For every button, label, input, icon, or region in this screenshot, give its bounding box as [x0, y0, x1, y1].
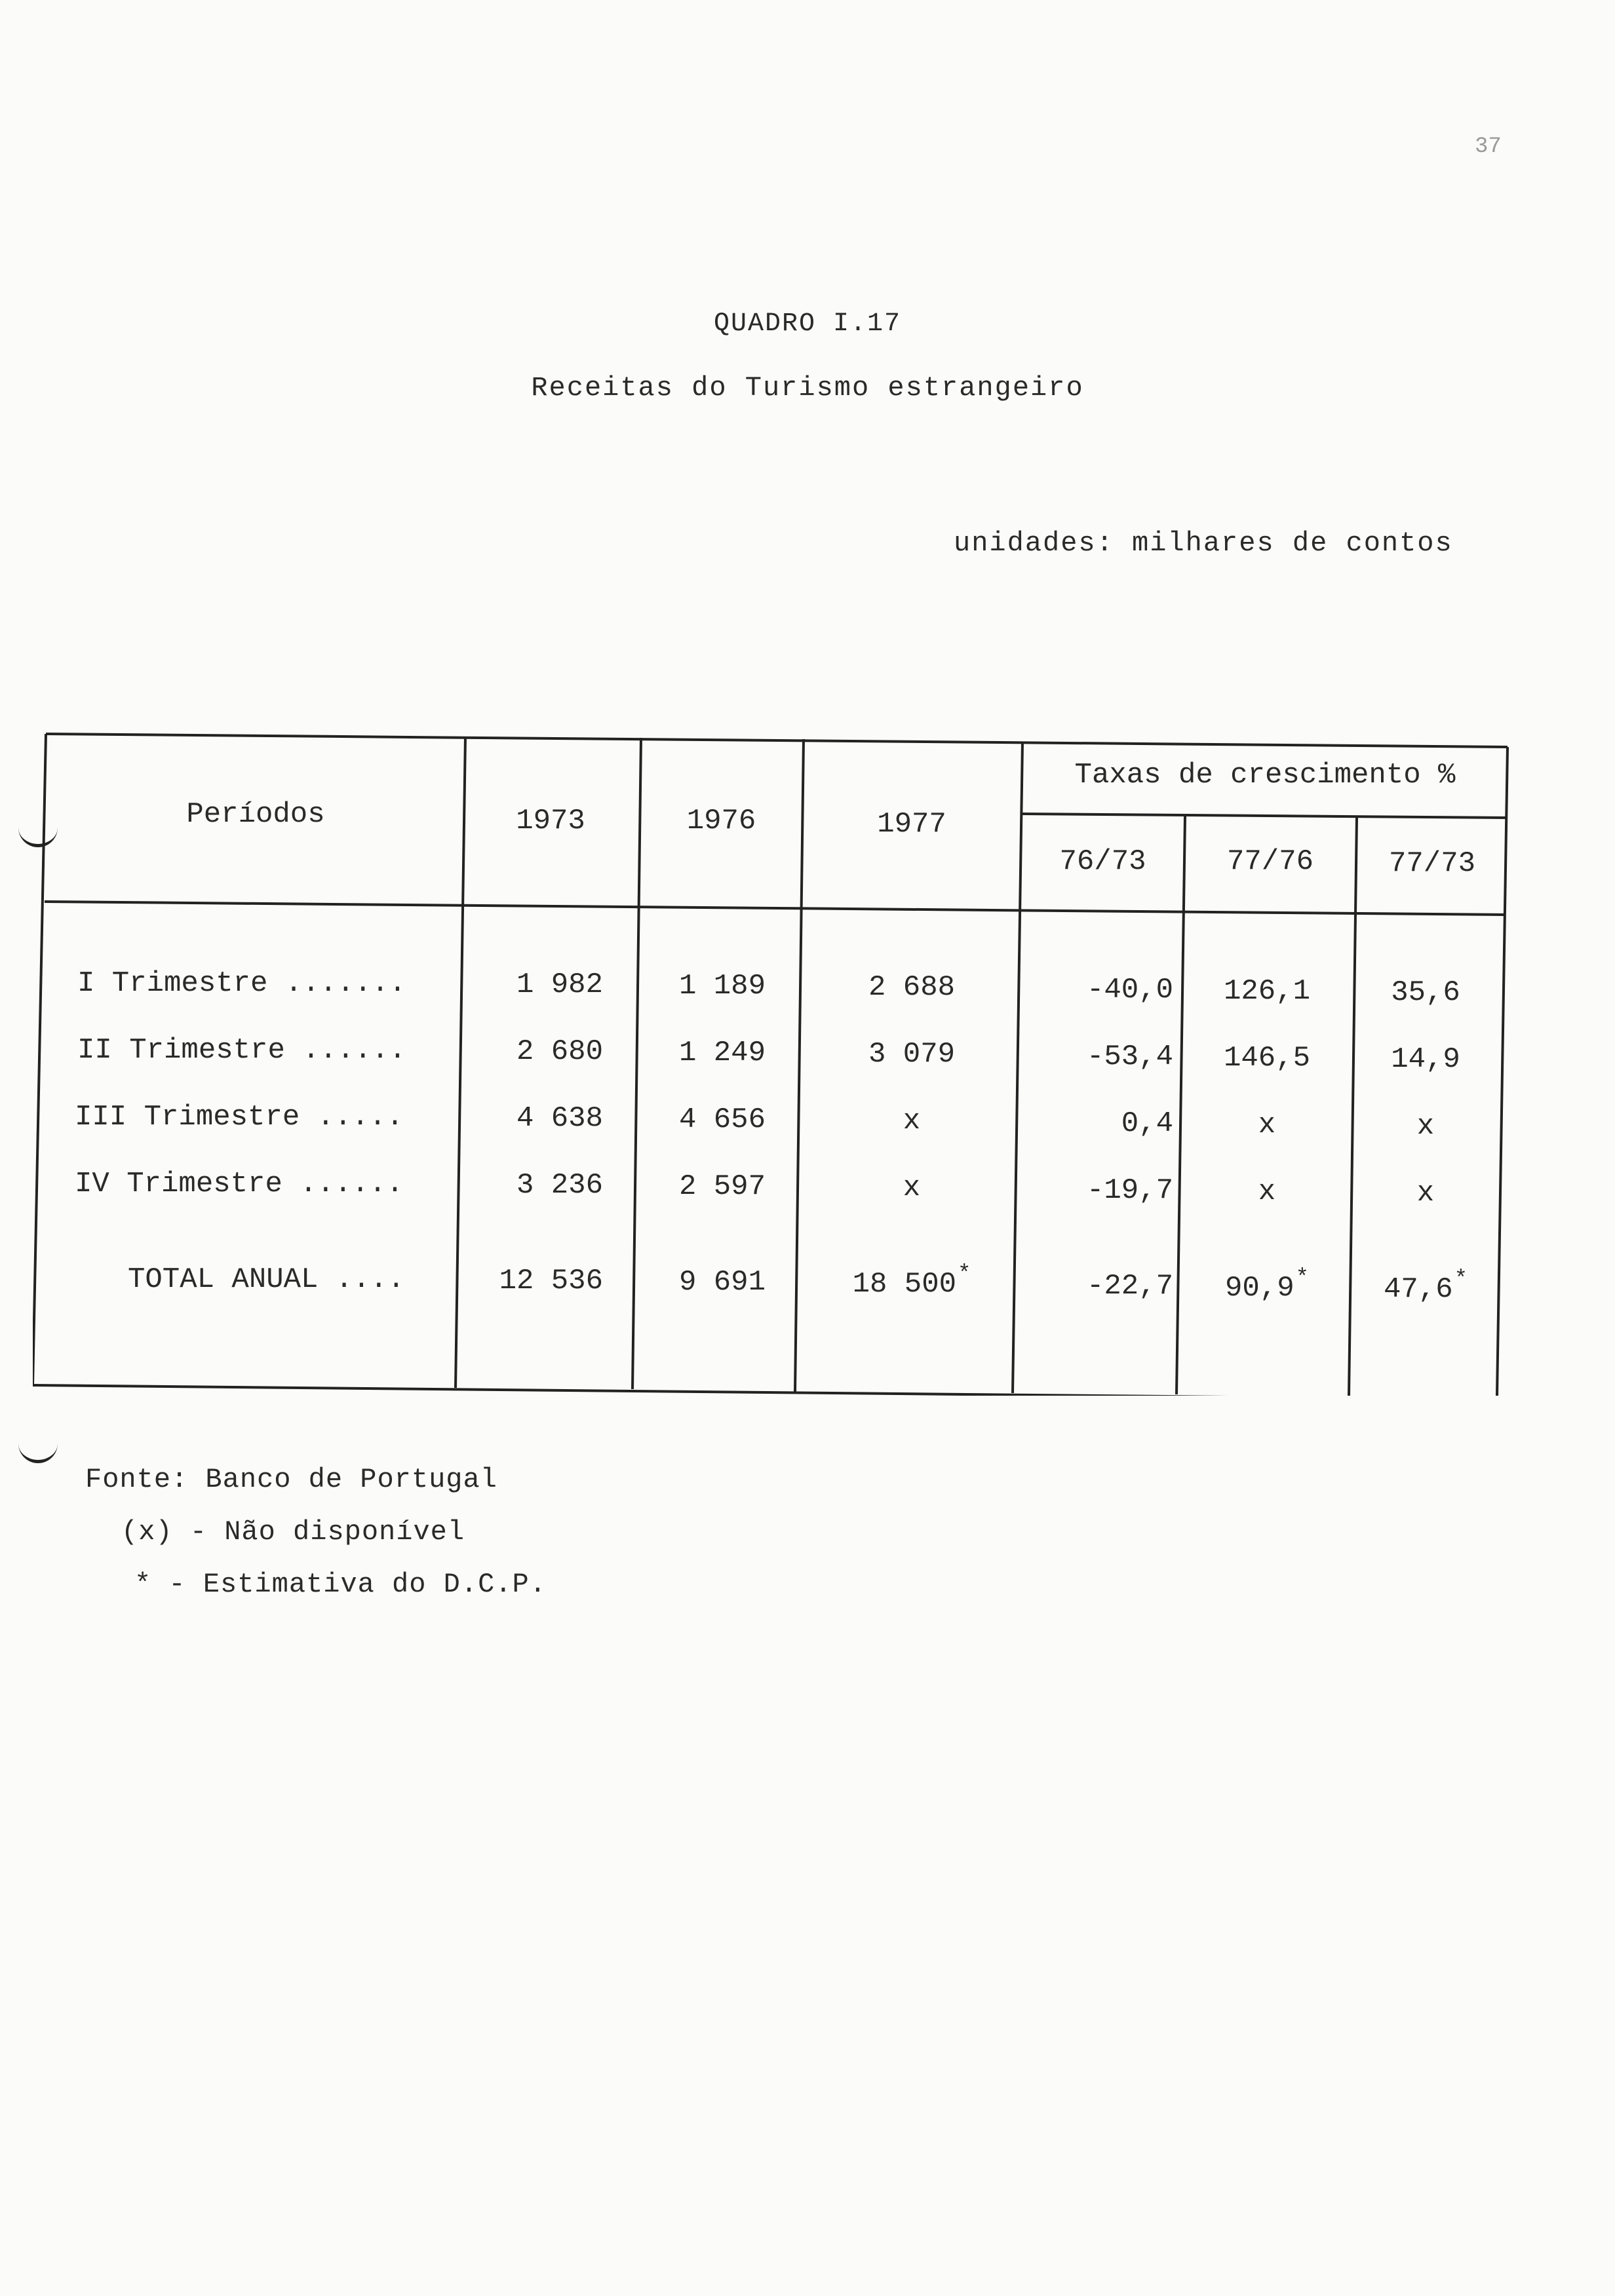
page-number: 37: [1475, 134, 1502, 159]
table-cell: 1 249: [678, 1037, 766, 1069]
total-value: 47,6: [1383, 1273, 1453, 1306]
table-cell: 1 982: [516, 968, 603, 1001]
table-cell: x: [903, 1105, 921, 1138]
table-cell: 1 189: [678, 970, 766, 1003]
table-cell: 2 688: [868, 971, 956, 1004]
table-cell: x: [1416, 1110, 1435, 1143]
estimate-star: *: [1295, 1266, 1310, 1291]
row-label: III Trimestre .....: [75, 1101, 404, 1134]
total-label: TOTAL ANUAL ....: [128, 1263, 405, 1296]
estimate-star: *: [1454, 1267, 1468, 1292]
table-notes: [85, 1453, 547, 1611]
header-growth-77-73: 77/73: [1388, 847, 1476, 880]
table-cell: x: [903, 1172, 921, 1204]
header-growth-76-73: 76/73: [1059, 845, 1146, 878]
total-value: 90,9: [1224, 1272, 1294, 1305]
table-cell: 3 236: [516, 1169, 603, 1202]
row-label: II Trimestre ......: [77, 1034, 406, 1067]
table-cell: -40,0: [1086, 974, 1173, 1006]
total-cell-estimate: [1357, 1267, 1494, 1306]
table-cell: 0,4: [1121, 1107, 1173, 1140]
total-cell: 12 536: [499, 1265, 603, 1297]
units-label: unidades: milhares de contos: [954, 527, 1453, 559]
table-cell: 35,6: [1391, 976, 1460, 1009]
row-label: I Trimestre .......: [77, 967, 406, 1000]
table-cell: 4 638: [516, 1102, 603, 1135]
header-year-1973: 1973: [516, 805, 585, 837]
table-cell: 14,9: [1391, 1043, 1460, 1076]
table-cell: x: [1416, 1177, 1435, 1210]
table-cell: 126,1: [1223, 975, 1311, 1008]
table-subtitle: Receitas do Turismo estrangeiro: [531, 372, 1084, 404]
total-cell-estimate: [1185, 1266, 1349, 1305]
table-cell: 4 656: [678, 1103, 766, 1136]
source-note: Fonte: Banco de Portugal: [85, 1464, 497, 1495]
total-cell: -22,7: [1086, 1270, 1173, 1303]
total-value: 18 500: [852, 1268, 957, 1301]
table-cell: x: [1258, 1176, 1276, 1208]
table-cell: -19,7: [1086, 1174, 1173, 1207]
table-cell: 2 597: [678, 1170, 766, 1203]
margin-bracket-mark: [18, 1434, 58, 1463]
row-label: IV Trimestre ......: [75, 1168, 404, 1200]
table-cell: 2 680: [516, 1035, 603, 1068]
data-table: [33, 733, 1509, 1396]
table-cell: 146,5: [1223, 1042, 1311, 1075]
estimate-star: *: [958, 1262, 971, 1287]
table-cell: -53,4: [1086, 1041, 1173, 1073]
table-cell: 3 079: [868, 1038, 956, 1071]
table-title: QUADRO I.17: [713, 309, 902, 339]
header-year-1976: 1976: [686, 805, 756, 837]
header-year-1977: 1977: [877, 808, 946, 841]
total-cell: 9 691: [678, 1266, 766, 1299]
header-periodos: Períodos: [186, 798, 325, 831]
total-cell-estimate: [804, 1262, 1020, 1301]
header-growth-group: Taxas de crescimento %: [1074, 759, 1456, 792]
estimate-note: * - Estimativa do D.C.P.: [134, 1569, 547, 1600]
not-available-note: (x) - Não disponível: [121, 1516, 465, 1548]
table-cell: x: [1258, 1109, 1276, 1141]
header-growth-77-76: 77/76: [1226, 845, 1314, 878]
